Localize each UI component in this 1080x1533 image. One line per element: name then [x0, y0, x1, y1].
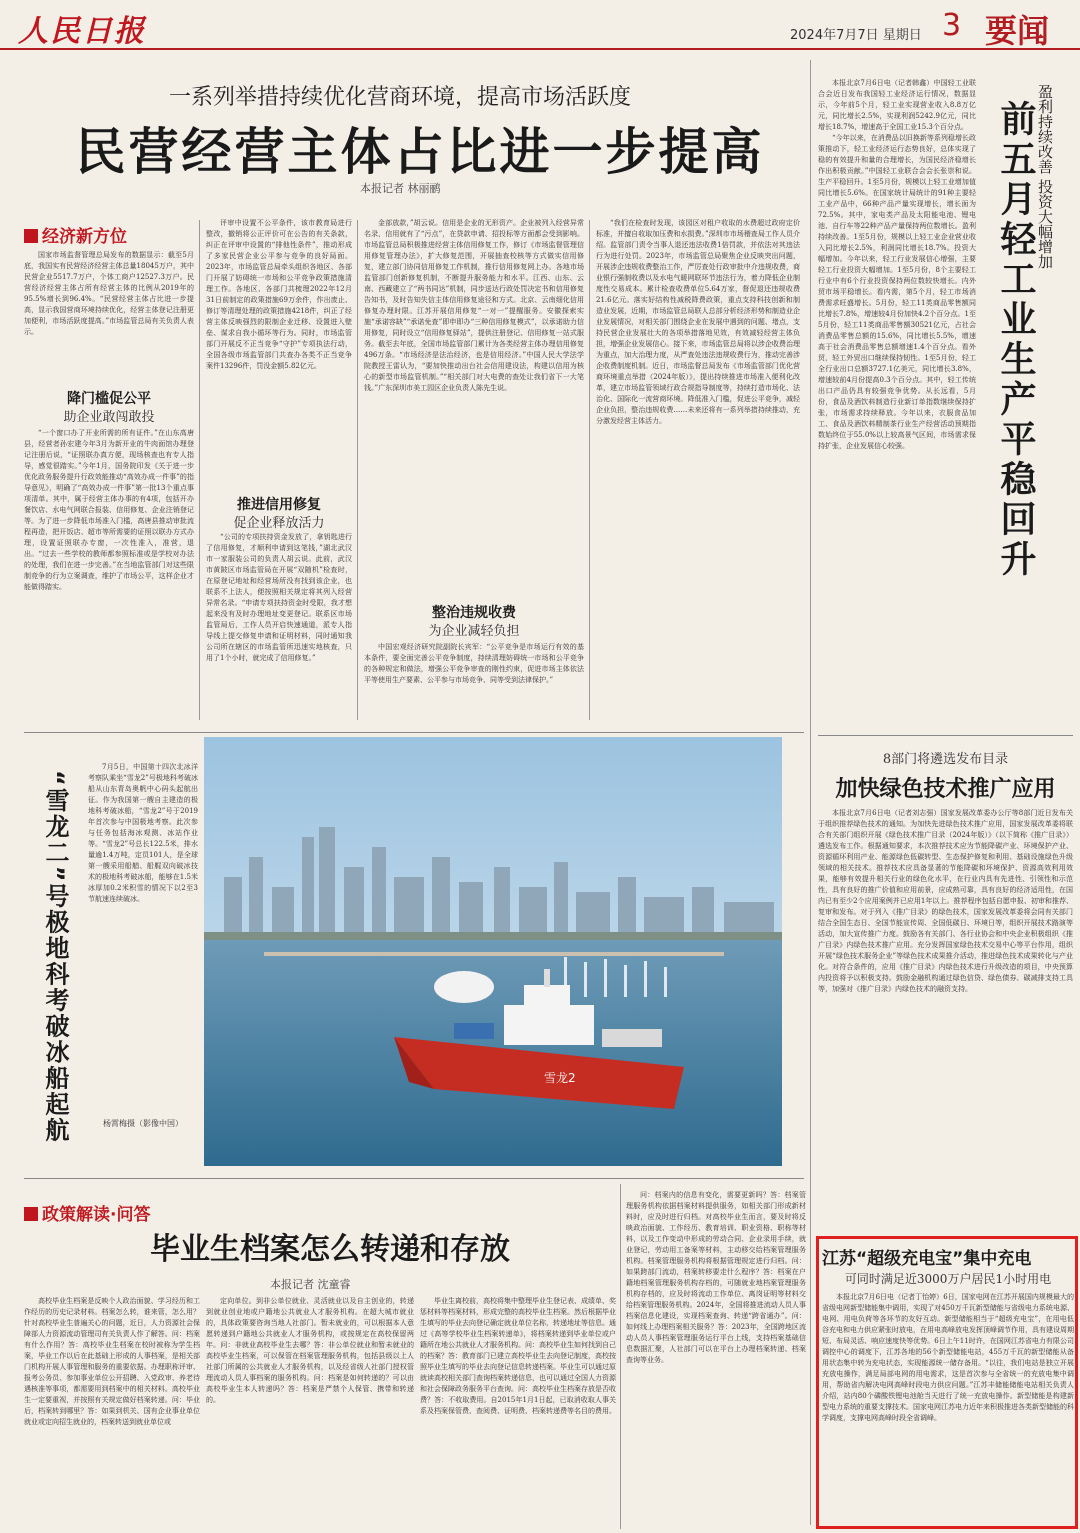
section-tag: 经济新方位	[24, 222, 127, 247]
column-rule	[589, 220, 590, 720]
lead-headline: 民营经营主体占比进一步提高	[75, 123, 765, 181]
right-subheadline: 盈利持续改善 投资大幅增加	[1036, 84, 1054, 269]
green-headline: 加快绿色技术推广应用	[835, 777, 1056, 802]
ship-headline: “雪龙二”号极地科考破冰船起航	[41, 770, 69, 1144]
policy-byline: 本报记者 沈童睿	[270, 1278, 351, 1291]
lead-col2: 评审中设置不公平条件，该市教育局进行整改，撤销将公正评价可在公告的有关条款，纠正在评审中设置的“排他性条件”，推动形成了多家民营企业公平参与竞争的良好局面。2023年，市场监管总局牵头组织各地区、各部门开展了妨碍统一市场和公平竞争政策措施清理工作。各地区、各部门共梳理2022年12月31日前制定的政策措施69万余件，作出废止、修订等清理处理的政策措施4218件，纠正了经营主体反映强烈的限制企业迁移、设置进入壁垒、谋求自我小循环等行为。同时，市场监管部门开展反不正当竞争“守护”专项执法行动，全国各级市场监管部门共查办各类不正当竞争案件13296件，罚没金额5.82亿元。	[206, 219, 352, 370]
section-rule	[24, 1178, 804, 1179]
section-rule	[24, 732, 804, 733]
lead-col1: 国家市场监督管理总局发布的数据显示：截至5月底，我国实有民营经济经营主体总量18045万户，其中民营企业5517.7万户，个体工商户12527.3万户。民营经济经营主体占所有经营主体的比例从2019年的95.5%增长到96.4%。“民营经营主体占比进一步提高，显示我国营商环境持续优化，经营主体登记注册更加便利，市场活跃度提高。”市场监管总局有关负责人表示。	[24, 251, 194, 336]
policy-col3: 毕业生离校前，高校将集中整理毕业生登记表、成绩单、奖惩材料等档案材料，形成完整的高校毕业生档案。然后根据毕业生填写的毕业去向登记确定就业单位名称，转递地址等信息。通过《高等学校毕业生档案转递单》，将档案转递到毕业单位或户籍所在地公共就业人才服务机构。问：高校毕业生如何找到自己的档案？答：教育部门已建立高校毕业生去向登记制度，高校按照毕业生填写的毕业去向登记信息转递档案。毕业生可以通过原就读高校相关部门查询档案转递信息，也可以通过全国人力资源和社会保障政务服务平台查询。问：高校毕业生档案存放是否收费？答：不收取费用。自2015年1月1日起，已取消收取人事关系及档案保管费、查阅费、证明费、档案转递费等名目的费用。	[420, 1297, 616, 1415]
right-headline: 前五月轻工业生产平稳回升	[995, 100, 1036, 580]
issue-date: 2024年7月7日 星期日	[790, 28, 922, 43]
sub-heading-3-sub: 为企业减轻负担	[428, 624, 520, 639]
section-name: 要闻	[985, 12, 1050, 50]
green-kicker: 8部门将遴选发布目录	[882, 752, 1009, 767]
lead-kicker: 一系列举措持续优化营商环境，提高市场活跃度	[168, 85, 631, 110]
photo-credit: 杨霄梅摄（影像中国）	[103, 1119, 183, 1128]
lead-col2b: “公司的专项扶持资金发放了，拿钥匙进行了信用修复，才顺利申请到这笔钱，”湖北武汉市一家服装公司的负责人胡云说。此前，武汉市黄陂区市场监管局在开展“双随机”检查时，在原登记地址和经营场所没有找到该企业，也联系不上法人，便按照相关规定将其列入经营异常名录。“申请专项扶持资金时受限，我才想起来没有及时办理地址变更登记。联系区市场监管局后，工作人员开启快速通道，派专人指导线上提交修复申请和证明材料，同时通知我公司所在辖区的市场监管所迅速实地核查，只用了1个小时，就完成了信用修复。”	[206, 533, 352, 662]
sub-heading-1-sub: 助企业敢闯敢投	[63, 410, 155, 425]
lead-byline: 本报记者 林丽鹂	[360, 182, 441, 195]
boxed-headline: 江苏“超级充电宝”集中充电	[822, 1249, 1032, 1269]
sub-heading-2-sub: 促企业释放活力	[233, 516, 325, 531]
page-number: 3	[942, 8, 962, 43]
column-rule	[357, 220, 358, 720]
ship-hull-name: 雪龙2	[544, 1071, 576, 1085]
boxed-subheadline: 可同时满足近3000万户居民1小时用电	[844, 1272, 1052, 1286]
newspaper-logo: 人民日报	[18, 14, 146, 49]
ship-caption: 7月5日，中国第十四次北冰洋考察队乘坐“雪龙2”号极地科考破冰船从山东青岛奥帆中心码头起航出征。作为我国第一艘自主建造的极地科考破冰船，“雪龙2”号于2019年首次参与中国极地考察。此次参与任务包括海冰观测、冰站作业等。“雪龙2”号总长122.5米，排水量逾1.4万吨，定员101人，是全球第一艘采用船艏、船艉双向破冰技术的极地科考破冰船，能够在1.5米冰厚加0.2米积雪的情况下以2至3节航速连续破冰。	[88, 763, 198, 903]
sub-heading-1: 降门槛促公平	[67, 391, 151, 407]
green-body: 本报北京7月6日电（记者刘志强）国家发展改革委办公厅等8部门近日发布关于组织推荐绿色技术的通知。为加快先进绿色技术推广应用，国家发展改革委将联合有关部门组织开展《绿色技术推广目录（2024年版）》（以下简称《推广目录》）遴选发布工作。根据通知要求，本次推荐技术应为节能降碳产业、环境保护产业、资源循环利用产业、能源绿色低碳转型、生态保护修复和利用、基础设施绿色升级领域的相关技术。推荐技术应具备显著的节能降碳和环境保护、资源高效利用效果，能够有效提升相关行业的绿色化水平，在行业内具有先进性、引领性和示范性，具有良好的推广价值和应用前景，应成熟可靠，具有良好的经济适用性，在国内已有至少2个应用案例并已应用1年以上。推荐程序包括自愿申报、初审和推荐、复审和发布。对于列入《推广目录》的绿色技术，国家发展改革委将会同有关部门结合全国生态日、全国节能宣传周、全国低碳日、环境日等，组织开展技术路演等活动，加大宣传推广力度。鼓励各有关部门、各行业协会和中央企业积极组织《推广目录》内绿色技术推广应用。充分发挥国家绿色技术交易中心等平台作用，组织开展“绿色技术服务企业”等绿色技术成果推介活动，推进绿色技术成果转化与产业化。对符合条件的，应用《推广目录》内绿色技术进行升级改造的项目，中央预算内投资将予以积极支持。鼓励金融机构通过绿色信贷、绿色债券、碳减排支持工具等，加强对《推广目录》内绿色技术的融资支持。	[818, 809, 1073, 993]
policy-col1: 高校毕业生档案是反映个人政治面貌、学习经历和工作经历的历史记录材料。档案怎么转，谁来管，怎么用？针对高校毕业生普遍关心的问题，近日，人力资源社会保障部人力资源流动管理司有关负责人作了解答。问：档案有什么作用？答：高校毕业生档案在校时被称为学生档案，毕业工作以后在此基础上形成的人事档案，是相关部门机构开展人事管理和服务的重要依据。办理职称评审、报考公务员、参加事业单位公开招聘、入党政审、养老待遇核准等事项，都需要用到档案中的相关材料。高校毕业生一定要重视，并按照有关规定做好档案转递。问：毕业后，档案转到哪里？答：如果到机关、国有企业事业单位就业或定向招生就业的，档案转送到就业单位或	[24, 1297, 200, 1426]
policy-col2: 定向单位。到非公单位就业、灵活就业以及自主创业的，转递到就业创业地或户籍地公共就业人才服务机构。在超大城市就业的，具体政策要咨询当地人社部门。暂未就业的，可以根据本人意愿转递到户籍地公共就业人才服务机构，或按规定在高校保留两年。问：非就业高校毕业生去哪？答：非公单位就业和暂未就业的高校毕业生档案，可以保管在档案管理服务机构，包括县级以上人社部门所属的公共就业人才服务机构，以及经省级人社部门授权管理流动人员人事档案的服务机构。问：档案是如何转递的？可以由高校毕业生本人转递吗？答：档案是严禁个人保管、携带和转递的。	[206, 1297, 414, 1404]
column-rule	[199, 220, 200, 720]
lead-col3b: 中国宏观经济研究院副院长宾军：“公平竞争是市场运行有效的基本条件，要全面完善公平竞争制度，持续清理妨碍统一市场和公平竞争的各种规定和做法，增强公平竞争审查的刚性约束，促进市场主体依法平等使用生产要素、公平参与市场竞争、同等受到法律保护。”	[364, 643, 584, 684]
column-rule	[620, 1184, 621, 1529]
policy-headline: 毕业生档案怎么转递和存放	[150, 1232, 510, 1267]
ship-photo	[204, 737, 782, 1166]
section-rule	[818, 735, 1073, 736]
lead-col4: “我们在检查时发现，该园区对租户收取的水费超过政府定价标准，并擅自收取加压费和水损费。”深圳市市场稽查局工作人员介绍。监管部门责令当事人退还违法收费1倍罚款，并依法对其违法行为进行处罚。2023年，市场监管总局聚焦企业反映突出问题，开展涉企违规收费整治工作，严厉查处行政审批中介违规收费，商业银行强制收费以及水电气暖网联环节违法行为，着力降低企业制度性交易成本。累计检查收费单位5.64万家，督促退还违规收费21.6亿元。落实好结构性减税降费政策，重点支持科技创新和制造业发展，近期，市场监管总局联人总部分析经济形势和制造业企业发展情况，对相关部门围绕企业在发展中遇到的问题、堵点，支持民营企业发展壮大的各项举措落地见效，有效减轻经营主体负担，增强企业发展信心。接下来，市场监管总局将以涉企收费治理为重点，加大治理力度，从严查处违法违规收费行为，推动完善涉企收费制度机制。近日，市场监督总局发布《市场监管部门优化营商环境重点举措（2024年版）》，提出持续推进市场准入便利化改革，建立市场监管领域行政合规指导制度等，持续打造市场化、法治化、国际化一流营商环境。降低准入门槛，促进公平竞争，减轻企业负担，整治违规收费……未来还将有一系列举措持续推动，充分激发经营主体活力。	[596, 219, 800, 425]
tag-box-icon	[24, 1207, 38, 1221]
column-rule	[810, 60, 811, 1525]
tag-box-icon	[24, 229, 38, 243]
boxed-body: 本报北京7月6日电（记者丁怡婷）6日，国家电网在江苏开展国内规模最大的省级电网新型储能集中调用，实现了对450万千瓦新型储能与省级电力系统电源、电网、用电负荷等各环节的友好互动。新型储能相当于“超级充电宝”，在用电低谷充电和电力供应紧张时放电，在用电高峰放电发挥顶峰调节作用，具有建设周期短、布局灵活、响应速度快等优势。6日上午11时许，在国网江苏省电力有限公司调控中心的调度下，江苏各地的56个新型储能电站，455万千瓦的新型储能从备用状态集中转为充电状态，实现能源统一储存备用。“以往，我们电站是独立开展充放电操作，满足局部电网的用电需求，这是首次参与全省统一的充放电集中调用，帮助省内解决电网高峰时段电力供应问题。”江苏丰储能储能电站相关负责人介绍，站内80个磷酸铁锂电池舱当天进行了统一充放电操作。新型储能是构建新型电力系统的重要支撑技术。国家电网江苏电力近年来积极推进各类新型储能的科学调度，支撑电网高峰时段全省调峰。	[822, 1293, 1074, 1422]
lead-col3: 金部放款，”胡云说。信用是企业的无形资产。企业被列入经营异常名录，信用就有了“污点”，在贷款申请、招投标等方面都会受到影响。市场监管总局积极推进经营主体信用修复工作，修订《市场监督管理信用修复管理办法》，扩大修复范围，开展抽查校核等方式做实信用修复，建立部门协同信用修复工作机制，推行信用修复网上办。各地市场监管部门创新修复机制，不断提升服务能力和水平。江西、山东、云南、西藏建立了“两书同达”机制，同步送达行政处罚决定书和信用修复告知书，及时告知失信主体信用修复途径和方式。北京、云南细化信用修复办理时限。江苏开展信用修复“一对一”提醒服务。安徽探索实施“承诺容缺”“承诺免查”即申即办“三种信用修复模式”，以承诺助力信用修复，同时设立“信用修复驿站”，提供注册登记、信用修复一站式服务。截至去年底，全国市场监管部门累计为各类经营主体办理信用修复496万条。“市场经济是法治经济，也是信用经济。”中国人民大学法学院教授王雷认为，“要加快推动出台社会信用建设法，构建以信用为核心的新型市场监管机制。”“相关部门对大电费的查处让我们省下一大笔钱。”广东深圳市美工园区企业负责人陈先生说。	[364, 219, 584, 392]
sub-heading-3: 整治违规收费	[432, 605, 516, 621]
right-article-body: 本报北京7月6日电（记者韩鑫）中国轻工业联合会近日发布我国轻工业经济运行情况，数据显示，今年前5个月，轻工业实现营业收入8.8万亿元，同比增长2.5%，实现利润5242.9亿元，同比增长18.7%，增速高于全国工业15.3个百分点。 “今年以来，在消费品以旧换新等系列稳增长政策推动下，轻工业经济运行态势良好，总体实现了稳的有效提升和量的合理增长，为国民经济稳增长作出积极贡献。”中国轻工业联合会会长张崇和说。生产平稳回升。1至5月份，规模以上轻工业增加值同比增长5.6%。在国家统计局统计的91种主要轻工业产品中，66种产品产量实现增长，增长面为72.5%。其中，家电类产品及太阳能电池、锂电池、自行车等22种产品产量保持两位数增长。盈利持续改善。1至5月份，规模以上轻工业企业营业收入同比增长2.5%，利润同比增长18.7%。投资大幅增加。今年以来，轻工行业发展信心增强，主要轻工行业投资大幅增加。1至5月份，8个主要轻工行业中有6个行业投资保持两位数较快增长。内外贸市场平稳增长。看内需，第5个月，轻工市场消费需求旺盛增长。5月份，轻工11类商品零售额同比增长7.8%，增速较4月份加快4.2个百分点。1至5月份，轻工11类商品零售额30521亿元，占社会消费品零售总额的15.6%，同比增长5.5%，增速高于社会消费品零售总额增速1.4个百分点。看外贸，轻工外贸出口继续保持韧性。1至5月份，轻工全行业出口总额3727.1亿美元，同比增长3.8%，增速较前4月份提高0.3个百分点。其中，轻工传统出口产品仍具有较强竞争优势。从长远看，5月份，食品及酒饮料制造行业新订单指数继续保持扩张，市场需求持续释放。今年以来，衣服食品加工、食品及酒饮料精制茶行业生产经营活动预期指数始终位于55.0%以上较高景气区间，市场需求保持扩张，企业发展信心较强。	[818, 79, 976, 450]
lead-col1b: “一个窗口办了开业所需的所有证件。”在山东高唐县，经营者孙宏建今年3月为新开业的牛肉面馆办理登记注册后说，“证照联办真方便，现场核查也有专人指导，感觉很踏实。”今年1月，国务院印发《关于进一步优化政务服务提升行政效能推动“高效办成一件事”的指导意见》，明确了“高效办成一件事”第一批13个重点事项清单。其中，属于经营主体办事的有4项，包括开办餐饮店、水电气网联合报装、信用修复、企业注销登记等。为了进一步降低市场准入门槛，高唐县推动审批流程再造，把开饭店、超市等所需要的证照以联办方式办理，设置证照联办专窗，一次性准入，准营，退出。“过去一些学校的教师都参照标准或是学校对办法的处理，我们在进一步完善。”在当地监管部门对这些限制竞争的行为立案调查，维护了市场公平，这样企业才能做得踏实。	[24, 429, 194, 591]
policy-tag: 政策解读·问答	[24, 1200, 150, 1225]
policy-col4: 问：档案内的信息有变化，需要更新吗？答：档案管理服务机构依据档案材料提供服务，如相关部门形成新材料时，应及时进行归档。对高校毕业生而言，要及时将反映政治面貌、工作经历、教育培训、职业资格、职称等材料，以及工作变动中形成的劳动合同、企业录用手续，就业登记，劳动用工备案等材料，主动移交给档案管理服务机构。档案管理服务机构将根据管理规定进行归档。问：如果跨部门流动，档案转移要走什么程序？答：档案在户籍地档案管理服务机构存档的，可随就业地档案管理服务机构存档的，应及时将流动工作单位、离岗证明等材料交给档案管理服务机构。2024年，全国将推进流动人员人事档案信息化建设，实现档案查询、转递“跨省通办”。问：如何线上办理档案相关服务？答：2023年，全国跨地区流动人员人事档案管理服务运行平台上线，支持档案基础信息数据汇聚，人社部门可以在平台上办理档案转递、档案查询等业务。	[626, 1191, 806, 1364]
sub-heading-2: 推进信用修复	[237, 497, 321, 513]
